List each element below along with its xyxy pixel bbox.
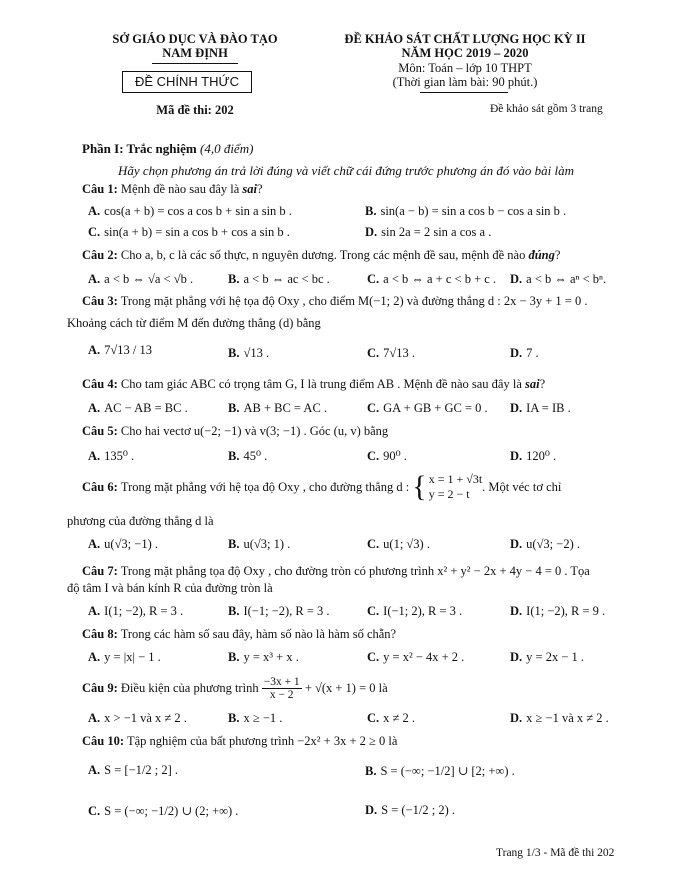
question-emphasis: đúng xyxy=(528,248,555,262)
option-letter: C. xyxy=(367,346,380,360)
option-text: I(−1; 2), R = 3 . xyxy=(383,604,463,618)
question-text: Cho hai vectơ u(−2; −1) và v(3; −1) . Góc (u, v) bằng xyxy=(120,424,389,438)
question-5 xyxy=(82,424,388,439)
q9-option-a[interactable] xyxy=(88,711,187,726)
line-system xyxy=(412,472,482,502)
question-tail: ? xyxy=(539,377,546,391)
system-eq2: y = 2 − t xyxy=(428,487,470,501)
option-text: 120⁰ . xyxy=(526,449,557,463)
question-label: Câu 5: xyxy=(82,424,118,438)
option-letter: B. xyxy=(228,449,240,463)
option-text: 45⁰ . xyxy=(243,449,268,463)
option-letter: C. xyxy=(88,225,101,239)
q9-option-b[interactable] xyxy=(228,711,282,726)
q8-option-d[interactable] xyxy=(510,650,584,665)
question-4 xyxy=(82,377,545,392)
option-letter: A. xyxy=(88,204,101,218)
question-label: Câu 2: xyxy=(82,248,118,262)
option-text: x ≠ 2 . xyxy=(383,711,416,725)
option-letter: A. xyxy=(88,449,101,463)
option-letter: C. xyxy=(367,604,380,618)
option-letter: D. xyxy=(365,803,378,817)
option-letter: C. xyxy=(88,804,101,818)
question-label: Câu 3: xyxy=(82,294,118,308)
question-label: Câu 1: xyxy=(82,182,118,196)
q8-option-a[interactable] xyxy=(88,650,161,665)
q7-option-b[interactable] xyxy=(228,604,330,619)
question-label: Câu 7: xyxy=(82,564,118,578)
option-letter: B. xyxy=(228,346,240,360)
option-letter: D. xyxy=(510,346,523,360)
option-text: 7√13 . xyxy=(383,346,416,360)
option-letter: D. xyxy=(510,711,523,725)
q7-option-d[interactable] xyxy=(510,604,605,619)
q10-option-b[interactable] xyxy=(365,763,515,779)
q7-option-a[interactable] xyxy=(88,604,183,619)
q3-option-c[interactable] xyxy=(367,346,415,361)
option-letter: B. xyxy=(365,764,377,778)
option-letter: B. xyxy=(228,650,240,664)
question-label: Câu 4: xyxy=(82,377,118,391)
question-1 xyxy=(82,182,263,197)
option-letter: D. xyxy=(510,401,523,415)
option-text: I(1; −2), R = 3 . xyxy=(104,604,184,618)
title-underline xyxy=(420,92,508,93)
option-text: y = x³ + x . xyxy=(243,650,299,664)
question-text: Tập nghiệm của bất phương trình −2x² + 3x + 2 ≥ 0 là xyxy=(126,734,398,748)
q9-option-d[interactable] xyxy=(510,711,609,726)
option-letter: B. xyxy=(228,537,240,551)
option-letter: D. xyxy=(365,225,378,239)
option-letter: A. xyxy=(88,343,101,357)
option-text: u(√3; −1) . xyxy=(104,537,158,551)
question-3-line2: Khoảng cách từ điểm M đến đường thẳng (d) bằng xyxy=(67,316,321,330)
fraction-denominator: x − 2 xyxy=(269,689,294,701)
question-emphasis: sai xyxy=(525,377,540,391)
exam-code: Mã đề thi: 202 xyxy=(156,103,234,117)
q5-option-c[interactable] xyxy=(367,448,407,464)
option-text: a < b ⇔ aⁿ < bⁿ. xyxy=(526,272,607,286)
option-letter: A. xyxy=(88,401,101,415)
q10-option-c[interactable] xyxy=(88,803,238,819)
q3-option-d[interactable] xyxy=(510,346,539,361)
official-label: ĐỀ CHÍNH THỨC xyxy=(134,74,240,89)
q4-option-b[interactable] xyxy=(228,401,327,416)
q6-option-c[interactable] xyxy=(367,537,430,552)
q10-option-d[interactable] xyxy=(365,803,455,818)
option-text: 7√13 / 13 xyxy=(104,343,152,357)
option-letter: D. xyxy=(510,650,523,664)
q8-option-c[interactable] xyxy=(367,650,464,665)
q1-option-c[interactable] xyxy=(88,225,290,240)
option-text: y = x² − 4x + 2 . xyxy=(383,650,465,664)
q3-option-b[interactable] xyxy=(228,346,269,361)
option-text: sin 2a = 2 sin a cos a . xyxy=(381,225,492,239)
question-label: Câu 6: xyxy=(82,479,118,494)
option-letter: D. xyxy=(510,272,523,286)
question-tail: + √(x + 1) = 0 là xyxy=(304,681,388,695)
q3-option-a[interactable] xyxy=(88,343,152,358)
option-text: √13 . xyxy=(243,346,270,360)
q4-option-a[interactable] xyxy=(88,401,188,416)
option-letter: C. xyxy=(367,650,380,664)
question-text: Trong mặt phẳng với hệ tọa độ Oxy , cho đường thẳng d : xyxy=(120,479,410,494)
option-text: u(√3; −2) . xyxy=(526,537,580,551)
option-text: S = (−∞; −1/2] ∪ [2; +∞) . xyxy=(380,764,515,778)
option-text: I(−1; −2), R = 3 . xyxy=(243,604,330,618)
dept-line2: NAM ĐỊNH xyxy=(162,46,228,60)
option-text: x > −1 và x ≠ 2 . xyxy=(104,711,187,725)
fraction xyxy=(262,676,302,701)
option-text: a < b ⇔ ac < bc . xyxy=(243,272,330,286)
q6-option-b[interactable] xyxy=(228,537,290,552)
option-text: a < b ⇔ √a < √b . xyxy=(104,272,194,286)
question-text: Điều kiện của phương trình xyxy=(120,681,259,695)
option-text: u(1; √3) . xyxy=(383,537,430,551)
option-letter: C. xyxy=(367,272,380,286)
question-10 xyxy=(82,734,397,749)
option-letter: D. xyxy=(510,537,523,551)
question-emphasis: sai xyxy=(242,182,257,196)
option-text: sin(a − b) = sin a cos b − cos a sin b . xyxy=(380,204,567,218)
question-9 xyxy=(82,676,388,701)
option-text: I(1; −2), R = 9 . xyxy=(526,604,606,618)
question-8 xyxy=(82,627,396,642)
option-text: 90⁰ . xyxy=(383,449,407,463)
option-text: y = 2x − 1 . xyxy=(526,650,585,664)
dept-line1: SỞ GIÁO DỤC VÀ ĐÀO TẠO xyxy=(112,32,278,46)
option-letter: B. xyxy=(228,401,240,415)
option-letter: C. xyxy=(367,711,380,725)
q4-option-d[interactable] xyxy=(510,401,571,416)
question-label: Câu 10: xyxy=(82,734,125,748)
option-letter: A. xyxy=(88,272,101,286)
exam-subject: Môn: Toán – lớp 10 THPT xyxy=(398,61,532,75)
system-eq1: x = 1 + √3t xyxy=(428,472,483,486)
option-letter: B. xyxy=(365,204,377,218)
question-tail: . Một véc tơ chỉ xyxy=(482,479,562,494)
option-text: a < b ⇔ a + c < b + c . xyxy=(383,272,497,286)
option-text: IA = IB . xyxy=(526,401,571,415)
header-underline xyxy=(152,63,238,64)
q1-option-d[interactable] xyxy=(365,225,491,240)
page-count: Đề khảo sát gồm 3 trang xyxy=(490,103,603,115)
exam-title-line2: NĂM HỌC 2019 – 2020 xyxy=(401,46,529,60)
question-tail: ? xyxy=(257,182,263,196)
question-tail: ? xyxy=(554,248,561,262)
q1-option-b[interactable] xyxy=(365,204,566,219)
question-text: Mệnh đề nào sau đây là xyxy=(120,182,240,196)
part1-title: Phần I: Trắc nghiệm xyxy=(82,141,197,156)
question-text: Trong mặt phẳng tọa độ Oxy , cho đường tròn có phương trình x² + y² − 2x + 4y − 4 = 0 . Tọa xyxy=(120,564,590,578)
exam-title-line1: ĐỀ KHẢO SÁT CHẤT LƯỢNG HỌC KỲ II xyxy=(344,32,586,46)
option-text: AB + BC = AC . xyxy=(243,401,328,415)
question-label: Câu 9: xyxy=(82,681,118,695)
part1-instruction: Hãy chọn phương án trả lời đúng và viết chữ cái đứng trước phương án đó vào bài làm xyxy=(118,163,575,178)
q2-option-c[interactable] xyxy=(367,272,496,287)
fraction-numerator: −3x + 1 xyxy=(263,676,300,688)
q4-option-c[interactable] xyxy=(367,401,488,416)
option-text: GA + GB + GC = 0 . xyxy=(383,401,488,415)
option-text: x ≥ −1 và x ≠ 2 . xyxy=(526,711,609,725)
option-letter: A. xyxy=(88,711,101,725)
q1-option-a[interactable] xyxy=(88,204,292,219)
option-letter: A. xyxy=(88,650,101,664)
option-text: y = |x| − 1 . xyxy=(104,650,161,664)
q8-option-b[interactable] xyxy=(228,650,299,665)
question-label: Câu 8: xyxy=(82,627,118,641)
q9-option-c[interactable] xyxy=(367,711,415,726)
option-letter: C. xyxy=(367,537,380,551)
part1-points: (4,0 điểm) xyxy=(199,141,254,156)
option-text: cos(a + b) = cos a cos b + sin a sin b . xyxy=(104,204,292,218)
q6-option-d[interactable] xyxy=(510,537,580,552)
q6-option-a[interactable] xyxy=(88,537,158,552)
question-text: Cho tam giác ABC có trọng tâm G, I là trung điểm AB . Mệnh đề nào sau đây là xyxy=(120,377,522,391)
question-7-line2: độ tâm I và bán kính R của đường tròn là xyxy=(67,581,273,595)
option-letter: B. xyxy=(228,711,240,725)
q7-option-c[interactable] xyxy=(367,604,462,619)
option-letter: A. xyxy=(88,763,101,777)
option-text: 135⁰ . xyxy=(104,449,135,463)
question-7 xyxy=(82,564,590,579)
question-text: Cho a, b, c là các số thực, n nguyên dương. Trong các mệnh đề sau, mệnh đề nào xyxy=(120,248,526,262)
option-letter: A. xyxy=(88,537,101,551)
q2-option-d[interactable] xyxy=(510,272,606,287)
exam-duration: (Thời gian làm bài: 90 phút.) xyxy=(392,75,538,89)
question-2 xyxy=(82,248,560,263)
option-letter: B. xyxy=(228,604,240,618)
option-text: x ≥ −1 . xyxy=(243,711,283,725)
question-6-line2: phương của đường thẳng d là xyxy=(67,514,214,528)
q10-option-a[interactable] xyxy=(88,763,178,778)
brace-icon: { xyxy=(412,470,427,503)
option-letter: C. xyxy=(367,401,380,415)
q5-option-a[interactable] xyxy=(88,448,134,464)
option-text: sin(a + b) = sin a cos b + cos a sin b . xyxy=(104,225,290,239)
option-text: AC − AB = BC . xyxy=(104,401,188,415)
option-text: 7 . xyxy=(526,346,539,360)
option-letter: C. xyxy=(367,449,380,463)
question-text: Trong mặt phẳng với hệ tọa độ Oxy , cho điểm M(−1; 2) và đường thẳng d : 2x − 3y + 1 = 0 . xyxy=(120,294,588,308)
option-letter: B. xyxy=(228,272,240,286)
part1-heading xyxy=(82,141,253,157)
page-footer: Trang 1/3 - Mã đề thi 202 xyxy=(496,847,615,859)
q5-option-d[interactable] xyxy=(510,448,556,464)
option-letter: A. xyxy=(88,604,101,618)
option-text: S = [−1/2 ; 2] . xyxy=(104,763,178,777)
option-text: S = (−1/2 ; 2) . xyxy=(381,803,455,817)
q2-option-b[interactable] xyxy=(228,272,330,287)
q2-option-a[interactable] xyxy=(88,272,193,287)
question-6 xyxy=(82,472,561,502)
question-3 xyxy=(82,294,587,309)
system-lines xyxy=(429,472,482,502)
option-text: S = (−∞; −1/2) ∪ (2; +∞) . xyxy=(104,804,239,818)
question-text: Trong các hàm số sau đây, hàm số nào là hàm số chẵn? xyxy=(120,627,397,641)
q5-option-b[interactable] xyxy=(228,448,267,464)
option-letter: D. xyxy=(510,604,523,618)
option-letter: D. xyxy=(510,449,523,463)
option-text: u(√3; 1) . xyxy=(243,537,291,551)
